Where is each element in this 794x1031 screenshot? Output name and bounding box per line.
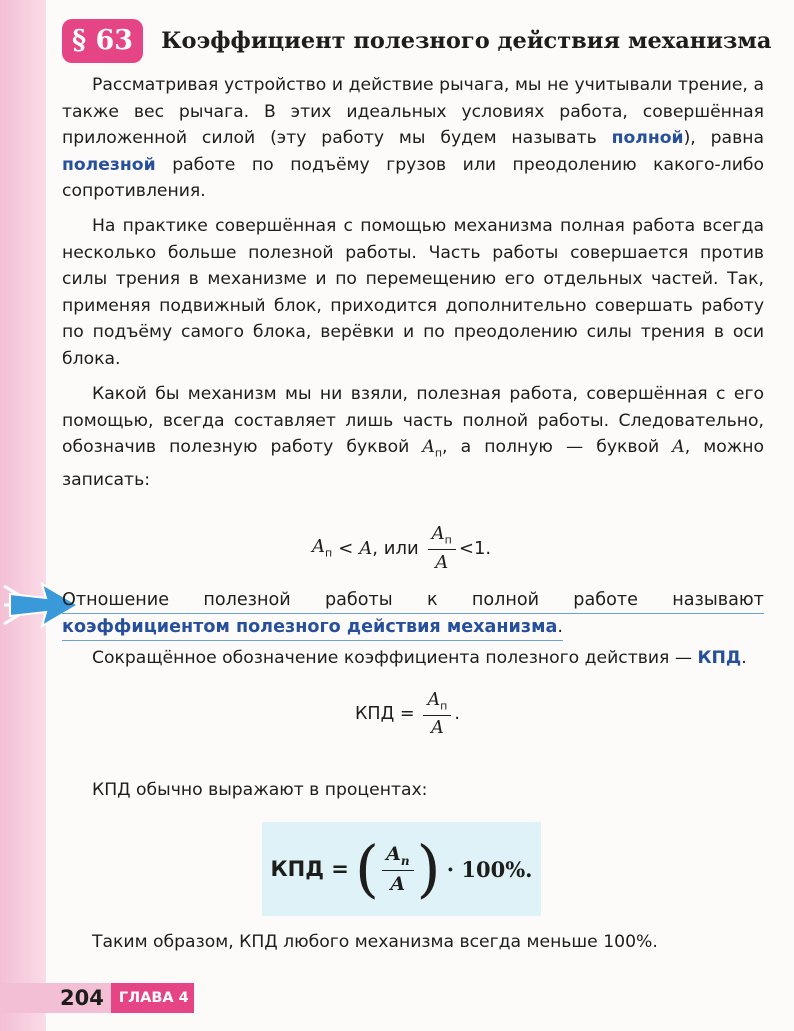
page-margin-strip: [0, 0, 46, 1031]
definition-line-2: коэффициентом полезного действия механизма.: [62, 614, 563, 641]
definition-word: полной: [471, 590, 540, 610]
percent-line: КПД обычно выражают в процентах:: [92, 780, 428, 800]
section-title: Коэффициент полезного действия механизма: [161, 28, 772, 54]
definition-word: называют: [672, 590, 764, 610]
formula-or: , или: [372, 537, 419, 559]
section-header: [62, 18, 771, 64]
formula-less-than-one: <1.: [458, 537, 492, 559]
chapter-label: ГЛАВА 4: [118, 990, 189, 1006]
kpd-abbreviation: КПД: [697, 648, 742, 668]
definition-line-1: [62, 587, 764, 614]
term-full-work: полной: [611, 128, 684, 148]
kpd-abbreviation-line: Сокращённое обозначение коэффициента полезного действия — КПД.: [92, 648, 747, 668]
kpd-formula-end: .: [454, 703, 460, 724]
page-footer: [46, 983, 194, 1013]
paragraph-1-text-b: ), равна: [683, 128, 764, 148]
term-useful-work: полезной: [62, 154, 156, 175]
paragraph-1: [62, 72, 764, 205]
definition-word: полезной: [203, 590, 291, 610]
kpd-formula: [355, 690, 460, 738]
section-number: § 63: [62, 19, 143, 63]
definition-word: к: [426, 590, 438, 610]
symbol-a-full: A: [672, 437, 685, 457]
kpd-formula-fraction: $\frac{A_п}{A}$: [423, 690, 451, 738]
box-formula-multiplier: · 100%.: [446, 856, 533, 882]
definition-word: работы: [324, 590, 393, 610]
page-number: 204: [0, 983, 111, 1013]
left-paren: (: [354, 832, 380, 905]
paragraph-3-text-b: , а полную — буквой: [442, 437, 673, 457]
paragraph-1-text-c: работе по подъёму грузов или преодолению какого-либо сопротивления.: [62, 154, 764, 201]
paragraph-3-text-c: , можно записать:: [62, 437, 764, 490]
conclusion-text: Таким образом, КПД любого механизма всегда меньше 100%.: [92, 932, 658, 952]
paragraph-2: На практике совершённая с помощью механизма полная работа всегда несколько больше полезной работы. Часть работы совершается против силы трения в механизме и по перемещению его отдельных частей. Так, применяя подвижный блок, приходится дополнительно совершать работу по подъёму самого блока, верёвки и по преодолению силы трения в оси блока.: [62, 216, 764, 369]
definition-word: Отношение: [62, 590, 170, 610]
paragraph-3: [62, 381, 764, 493]
kpd-formula-lhs: КПД =: [355, 703, 415, 724]
formula-a-full: A: [359, 537, 373, 559]
kpd-percent-formula-box: [262, 822, 541, 916]
right-paren: ): [416, 832, 441, 905]
definition-word: работе: [573, 590, 638, 610]
symbol-a-useful: $A_п$: [422, 437, 443, 460]
paragraph-1-text-a: Рассматривая устройство и действие рычага, мы не учитывали трение, а также вес рычага. В этих идеальных условиях работа, совершённая приложенной силой (эту работу мы будем называть: [62, 75, 764, 148]
definition-term: коэффициентом полезного действия механизма: [62, 617, 558, 637]
definition-block: [62, 587, 764, 641]
formula-a-useful: $A_п$: [312, 536, 333, 560]
box-formula-fraction: $\frac{A_п}{A}$: [382, 843, 413, 895]
box-formula-lhs: КПД =: [270, 857, 349, 881]
paragraph-3-text-a: Какой бы механизм мы ни взяли, полезная работа, совершённая с его помощью, всегда составляет лишь часть полной работы. Следовательно, обозначив полезную работу буквой: [62, 384, 764, 457]
inequality-formula: [312, 515, 491, 581]
formula-fraction: $\frac{A_п}{A}$: [428, 523, 456, 573]
formula-less-than: <: [338, 537, 354, 559]
